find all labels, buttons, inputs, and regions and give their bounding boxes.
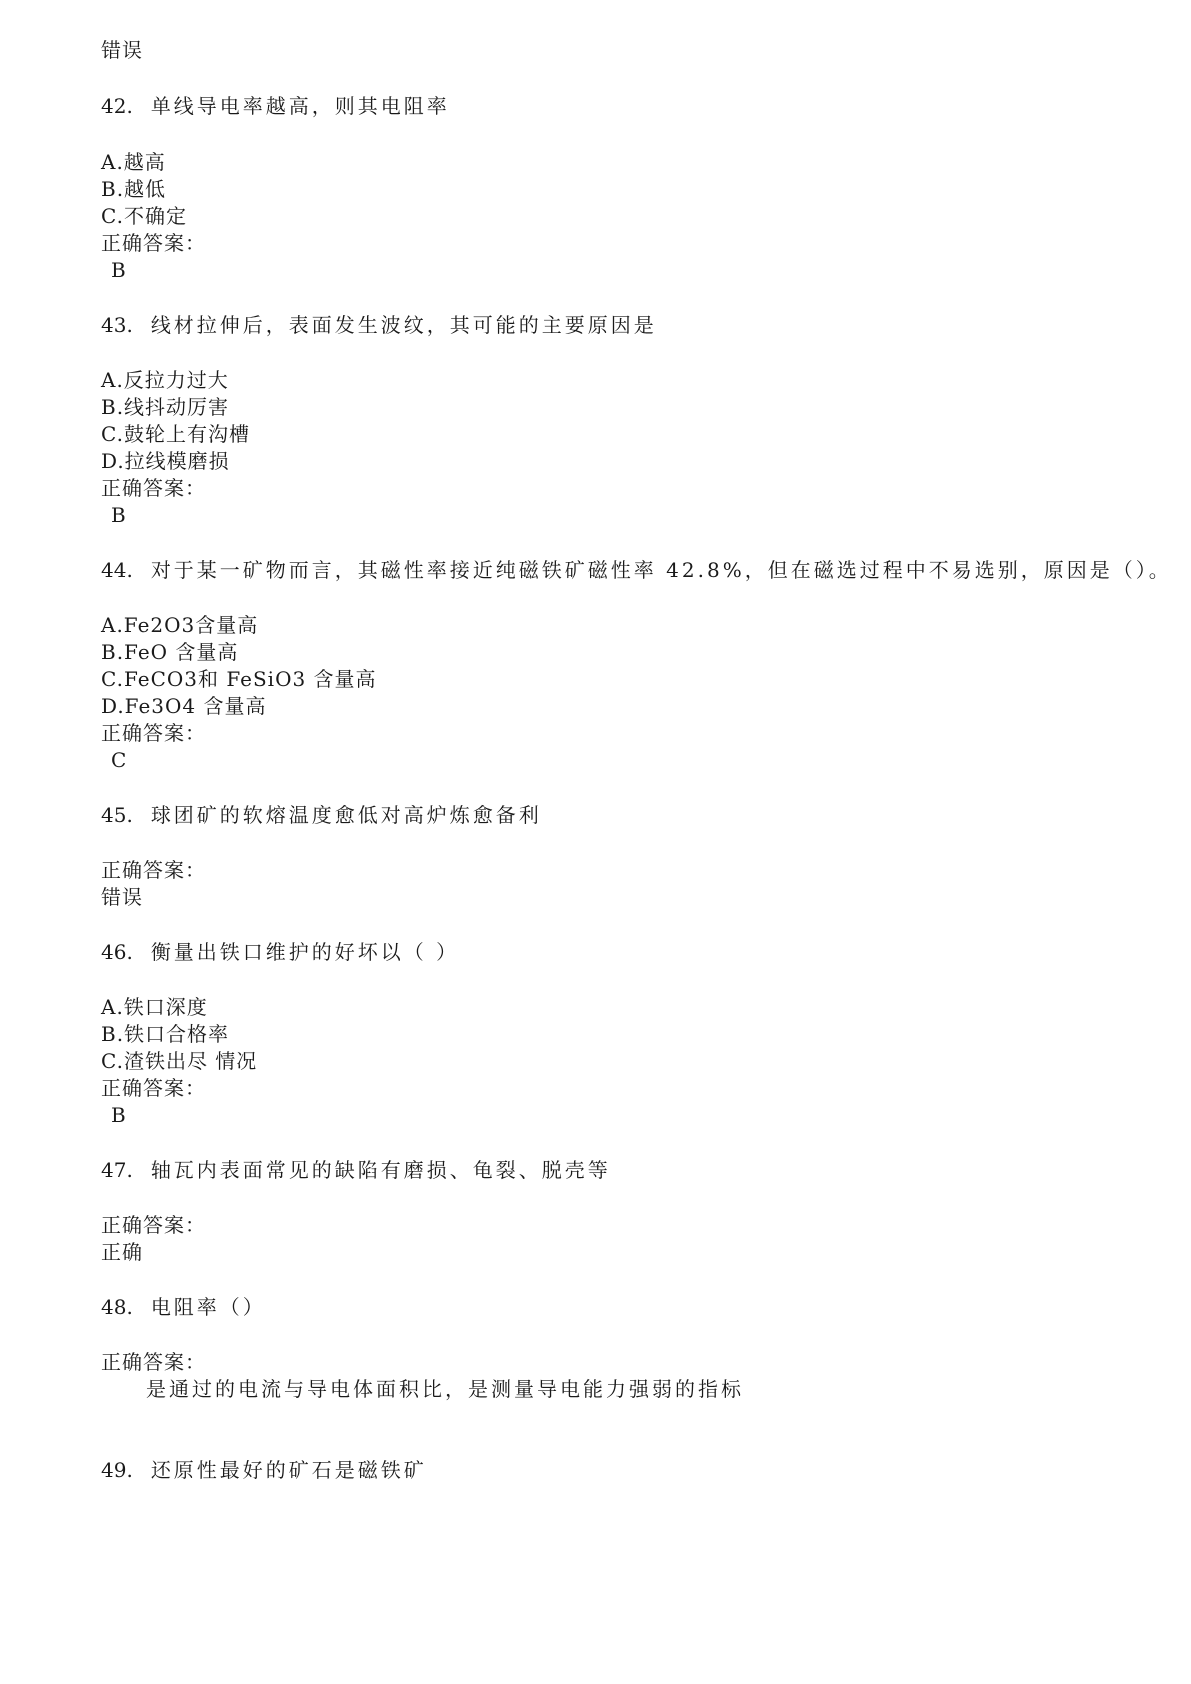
question-44 bbox=[101, 556, 1172, 584]
option-d: D.Fe3O4 含量高 bbox=[101, 694, 267, 718]
option-a: A.Fe2O3含量高 bbox=[101, 613, 259, 637]
question-45 bbox=[101, 801, 542, 829]
answer-value: B bbox=[111, 503, 127, 527]
question-number: 42. bbox=[101, 94, 133, 118]
answer-value: C bbox=[111, 748, 128, 772]
question-text: 衡量出铁口维护的好坏以（ ） bbox=[150, 940, 460, 964]
answer-value: 是通过的电流与导电体面积比，是测量导电能力强弱的指标 bbox=[146, 1377, 744, 1401]
question-text: 还原性最好的矿石是磁铁矿 bbox=[150, 1458, 427, 1482]
question-48 bbox=[101, 1293, 266, 1321]
option-a: A.反拉力过大 bbox=[101, 368, 229, 392]
question-43 bbox=[101, 311, 657, 339]
answer-label: 正确答案： bbox=[101, 1350, 206, 1374]
option-b: B.FeO 含量高 bbox=[101, 640, 239, 664]
option-a: A.铁口深度 bbox=[101, 995, 208, 1019]
question-number: 46. bbox=[101, 940, 133, 964]
question-number: 45. bbox=[101, 803, 133, 827]
option-b: B.铁口合格率 bbox=[101, 1022, 230, 1046]
answer-label: 正确答案： bbox=[101, 1213, 206, 1237]
question-46 bbox=[101, 938, 459, 966]
answer-label: 正确答案： bbox=[101, 231, 206, 255]
answer-label: 正确答案： bbox=[101, 476, 206, 500]
answer-value: B bbox=[111, 258, 127, 282]
question-number: 44. bbox=[101, 558, 133, 582]
answer-label: 正确答案： bbox=[101, 1076, 206, 1100]
question-text: 单线导电率越高，则其电阻率 bbox=[150, 94, 450, 118]
answer-label: 正确答案： bbox=[101, 858, 206, 882]
option-c: C.渣铁出尽 情况 bbox=[101, 1049, 258, 1073]
option-c: C.FeCO3和 FeSiO3 含量高 bbox=[101, 667, 377, 691]
question-number: 48. bbox=[101, 1295, 133, 1319]
question-number: 43. bbox=[101, 313, 133, 337]
question-text: 球团矿的软熔温度愈低对高炉炼愈备利 bbox=[150, 803, 542, 827]
question-text: 线材拉伸后，表面发生波纹，其可能的主要原因是 bbox=[150, 313, 657, 337]
option-b: B.线抖动厉害 bbox=[101, 395, 230, 419]
option-c: C.不确定 bbox=[101, 204, 187, 228]
option-a: A.越高 bbox=[101, 150, 166, 174]
answer-value: 正确 bbox=[101, 1240, 143, 1264]
answer-value: 错误 bbox=[101, 885, 143, 909]
option-d: D.拉线模磨损 bbox=[101, 449, 230, 473]
answer-value: B bbox=[111, 1103, 127, 1127]
question-text: 电阻率（） bbox=[150, 1295, 266, 1319]
question-number: 47. bbox=[101, 1158, 133, 1182]
question-text: 轴瓦内表面常见的缺陷有磨损、龟裂、脱壳等 bbox=[150, 1158, 611, 1182]
question-42 bbox=[101, 92, 450, 120]
previous-answer: 错误 bbox=[101, 38, 143, 62]
option-b: B.越低 bbox=[101, 177, 167, 201]
question-47 bbox=[101, 1156, 611, 1184]
question-text: 对于某一矿物而言，其磁性率接近纯磁铁矿磁性率 42.8%，但在磁选过程中不易选别，原因是（）。 bbox=[150, 558, 1172, 582]
option-c: C.鼓轮上有沟槽 bbox=[101, 422, 250, 446]
answer-label: 正确答案： bbox=[101, 721, 206, 745]
question-49 bbox=[101, 1456, 427, 1484]
question-number: 49. bbox=[101, 1458, 133, 1482]
